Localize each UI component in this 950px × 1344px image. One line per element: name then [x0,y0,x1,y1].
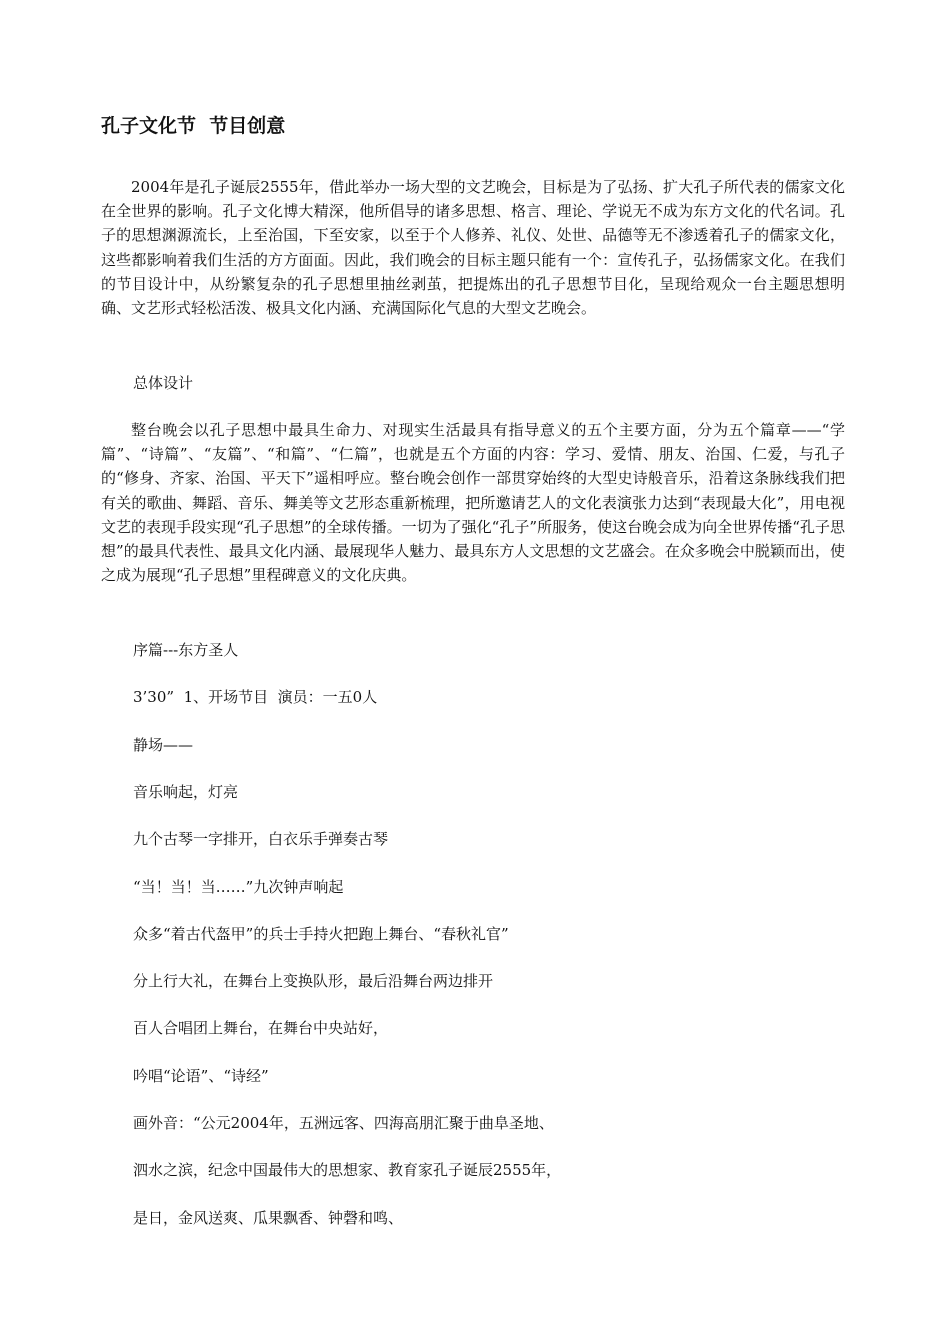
script-line: 分上行大礼，在舞台上变换队形，最后沿舞台两边排开 [133,972,494,990]
script-line: 九个古琴一字排开，白衣乐手弹奏古琴 [133,830,389,848]
script-line: 吟唱“论语”、“诗经” [133,1067,269,1085]
voiceover-line: 画外音：“公元2004年，五洲远客、四海高朋汇聚于曲阜圣地、 [133,1114,554,1132]
script-line: 静场—— [133,736,194,754]
section-heading-overall-design: 总体设计 [133,374,194,392]
document-title: 孔子文化节 节目创意 [101,115,286,137]
script-line: 众多“着古代盔甲”的兵士手持火把跑上舞台、“春秋礼官” [133,925,509,943]
intro-paragraph: 2004年是孔子诞辰2555年，借此举办一场大型的文艺晚会，目标是为了弘扬、扩大孔子所代表的儒家文化在全世界的影响。孔子文化博大精深，他所倡导的诸多思想、格言、理论、学说无不成为东方文化的代名词。孔子的思想渊源流长，上至治国，下至安家，以至于个人修养、礼仪、处世、品德等无不渗透着孔子的儒家文化，这些都影响着我们生活的方方面面。因此，我们晚会的目标主题只能有一个：宣传孔子，弘扬儒家文化。在我们的节目设计中，从纷繁复杂的孔子思想里抽丝剥茧，把提炼出的孔子思想节目化，呈现给观众一台主题思想明确、文艺形式轻松活泼、极具文化内涵、充满国际化气息的大型文艺晚会。 [101,178,845,318]
voiceover-line: 是日，金风送爽、瓜果飘香、钟磬和鸣、 [133,1209,404,1227]
program-line: 3’30” 1、开场节目 演员：一五0人 [133,688,378,706]
overall-design-paragraph: 整台晚会以孔子思想中最具生命力、对现实生活最具有指导意义的五个主要方面，分为五个篇章——“学篇”、“诗篇”、“友篇”、“和篇”、“仁篇”，也就是五个方面的内容：学习、爱情、朋友、治国、仁爱，与孔子的“修身、齐家、治国、平天下”遥相呼应。整台晚会创作一部贯穿始终的大型史诗般音乐，沿着这条脉线我们把有关的歌曲、舞蹈、音乐、舞美等文艺形态重新梳理，把所邀请艺人的文化表演张力达到“表现最大化”，用电视文艺的表现手段实现“孔子思想”的全球传播。一切为了强化“孔子”所服务，使这台晚会成为向全世界传播“孔子思想”的最具代表性、最具文化内涵、最展现华人魅力、最具东方人文思想的文艺盛会。在众多晚会中脱颖而出，使之成为展现“孔子思想”里程碑意义的文化庆典。 [101,421,845,585]
prologue-heading: 序篇---东方圣人 [133,641,239,659]
script-line: 百人合唱团上舞台，在舞台中央站好， [133,1019,389,1037]
script-line: 音乐响起，灯亮 [133,783,239,801]
voiceover-line: 泗水之滨，纪念中国最伟大的思想家、教育家孔子诞辰2555年， [133,1161,562,1179]
script-line: “当！当！当……”九次钟声响起 [133,878,344,896]
